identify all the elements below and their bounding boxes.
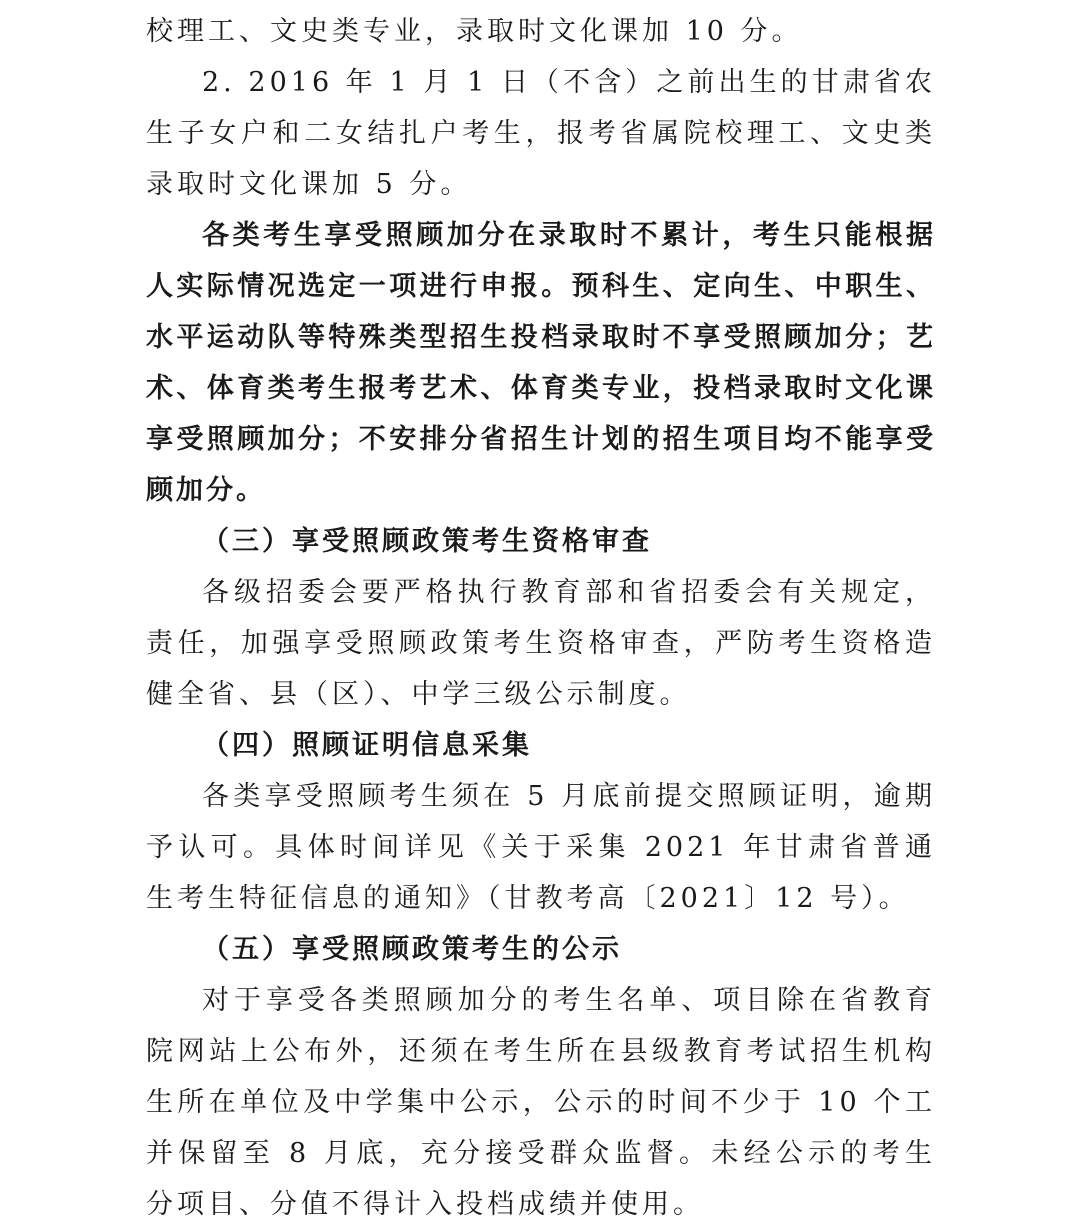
text-line: 人实际情况选定一项进行申报。预科生、定向生、中职生、 <box>146 271 936 302</box>
text-line: 院网站上公布外，还须在考生所在县级教育考试招生机构 <box>146 1036 936 1067</box>
text-line: 生所在单位及中学集中公示，公示的时间不少于 10 个工 <box>146 1087 936 1118</box>
text-line: 各类考生享受照顾加分在录取时不累计，考生只能根据 <box>202 220 936 251</box>
section-heading: （三）享受照顾政策考生资格审查 <box>202 526 652 557</box>
text-line: 术、体育类考生报考艺术、体育类专业，投档录取时文化课 <box>146 373 936 404</box>
section-heading: （五）享受照顾政策考生的公示 <box>202 934 622 965</box>
text-line: 对于享受各类照顾加分的考生名单、项目除在省教育 <box>202 985 936 1016</box>
text-line: 生子女户和二女结扎户考生，报考省属院校理工、文史类 <box>146 118 936 149</box>
text-line: 责任，加强享受照顾政策考生资格审查，严防考生资格造 <box>146 628 936 659</box>
text-line: 2. 2016 年 1 月 1 日（不含）之前出生的甘肃省农 <box>202 67 936 98</box>
text-line: 录取时文化课加 5 分。 <box>146 169 472 200</box>
text-line: 分项目、分值不得计入投档成绩并使用。 <box>146 1189 704 1220</box>
text-line: 各级招委会要严格执行教育部和省招委会有关规定， <box>202 577 936 608</box>
text-line: 享受照顾加分；不安排分省招生计划的招生项目均不能享受 <box>146 424 936 455</box>
text-line: 生考生特征信息的通知》（甘教考高〔2021〕12 号）。 <box>146 883 910 914</box>
document-body <box>146 6 936 1230</box>
text-line: 健全省、县（区）、中学三级公示制度。 <box>146 679 691 710</box>
document-page <box>146 6 936 1230</box>
section-heading: （四）照顾证明信息采集 <box>202 730 532 761</box>
text-line: 水平运动队等特殊类型招生投档录取时不享受照顾加分；艺 <box>146 322 936 353</box>
text-line: 各类享受照顾考生须在 5 月底前提交照顾证明，逾期 <box>202 781 936 812</box>
text-line: 顾加分。 <box>146 475 266 506</box>
text-line: 并保留至 8 月底，充分接受群众监督。未经公示的考生 <box>146 1138 936 1169</box>
text-line: 校理工、文史类专业，录取时文化课加 10 分。 <box>146 16 803 47</box>
text-line: 予认可。具体时间详见《关于采集 2021 年甘肃省普通 <box>146 832 936 863</box>
